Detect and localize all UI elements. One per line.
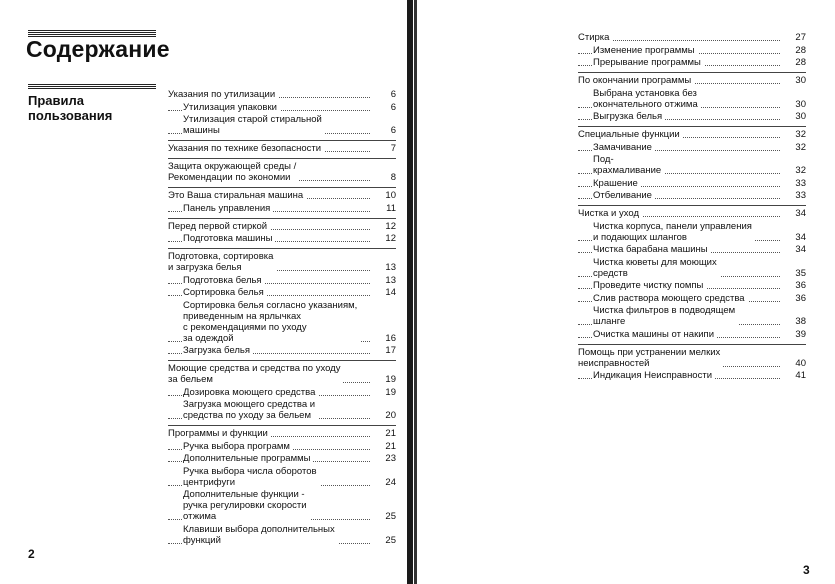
toc-entry [168, 190, 396, 201]
toc-entry-title: Чистка корпуса, панели управления и подающих шлангов [593, 221, 755, 243]
toc-group [578, 72, 806, 122]
toc-entry-title: Проведите чистку помпы [593, 280, 706, 291]
toc-group [578, 344, 806, 382]
toc-entry [168, 363, 396, 385]
toc-entry-page: 27 [784, 32, 806, 43]
toc-entry-page: 32 [784, 165, 806, 176]
toc-entry-page: 30 [784, 75, 806, 86]
toc-group [168, 158, 396, 183]
toc-entry-page: 13 [374, 275, 396, 286]
toc-entry-page: 40 [784, 358, 806, 369]
toc-entry-title: Слив раствора моющего средства [593, 293, 748, 304]
toc-entry-title: Очистка машины от накипи [593, 329, 717, 340]
toc-entry-page: 6 [374, 125, 396, 136]
toc-entry [168, 275, 396, 286]
toc-entry [578, 347, 806, 369]
toc-entry-page: 19 [374, 387, 396, 398]
toc-entry-title: Крашение [593, 178, 641, 189]
toc-entry-title: Клавиши выбора дополнительных функций [183, 524, 338, 546]
toc-group [168, 140, 396, 154]
toc-entry-title: Дополнительные программы [183, 453, 313, 464]
toc-entry-title: Утилизация упаковки [183, 102, 280, 113]
toc-entry-page: 36 [784, 280, 806, 291]
toc-group [578, 126, 806, 201]
toc-entry [168, 114, 396, 136]
toc-entry-page: 14 [374, 287, 396, 298]
toc-entry-title: Выбрана установка без окончательного отжима [593, 88, 701, 110]
toc-entry-page: 12 [374, 233, 396, 244]
toc-entry [578, 129, 806, 140]
page-number-left: 2 [28, 547, 35, 561]
toc-entry-title: Указания по технике безопасности [168, 143, 324, 154]
toc-entry-page: 25 [374, 511, 396, 522]
toc-entry-page: 21 [374, 428, 396, 439]
toc-entry-title: Дозировка моющего средства [183, 387, 318, 398]
toc-group [168, 248, 396, 356]
toc-entry-page: 12 [374, 221, 396, 232]
toc-entry [578, 293, 806, 304]
toc-entry-page: 25 [374, 535, 396, 546]
toc-entry-page: 39 [784, 329, 806, 340]
toc-entry-page: 6 [374, 102, 396, 113]
toc-entry-title: Сортировка белья согласно указаниям, приведенным на ярлычках с рекомендациями по уходу за одеждой [183, 300, 360, 344]
toc-entry-title: Это Ваша стиральная машина [168, 190, 306, 201]
toc-entry-page: 28 [784, 57, 806, 68]
toc-entry-title: Отбеливание [593, 190, 655, 201]
toc-entry [168, 428, 396, 439]
toc-right-column [578, 26, 806, 383]
toc-entry [168, 399, 396, 421]
toc-entry-page: 13 [374, 262, 396, 273]
toc-entry-page: 28 [784, 45, 806, 56]
toc-entry [578, 244, 806, 255]
toc-entry [168, 466, 396, 488]
toc-entry [578, 280, 806, 291]
toc-entry [578, 305, 806, 327]
toc-entry [168, 287, 396, 298]
page-gutter-edge [414, 0, 417, 584]
section-rule [28, 83, 156, 89]
toc-entry-title: Ручка выбора программ [183, 441, 293, 452]
toc-entry-title: Программы и функции [168, 428, 271, 439]
toc-entry-title: Дополнительные функции - ручка регулировки скорости отжима [183, 489, 310, 522]
toc-entry [168, 441, 396, 452]
toc-group [168, 218, 396, 245]
toc-entry-page: 16 [374, 333, 396, 344]
section-heading: Правила пользования [28, 93, 113, 123]
toc-entry-title: Прерывание программы [593, 57, 704, 68]
toc-group [168, 187, 396, 214]
toc-entry [168, 251, 396, 273]
toc-entry [578, 178, 806, 189]
toc-entry [168, 143, 396, 154]
toc-entry-page: 35 [784, 268, 806, 279]
toc-entry [168, 102, 396, 113]
toc-entry [168, 453, 396, 464]
toc-entry-title: Чистка кюветы для моющих средств [593, 257, 720, 279]
toc-entry [168, 89, 396, 100]
toc-entry-page: 11 [374, 203, 396, 214]
toc-entry-title: Подготовка, сортировка и загрузка белья [168, 251, 276, 273]
toc-left-column [168, 83, 396, 547]
toc-entry [578, 88, 806, 110]
toc-entry [168, 345, 396, 356]
toc-entry-title: Выгрузка белья [593, 111, 665, 122]
toc-entry-page: 36 [784, 293, 806, 304]
toc-entry [168, 524, 396, 546]
toc-entry-page: 41 [784, 370, 806, 381]
toc-entry-title: Замачивание [593, 142, 655, 153]
toc-entry-page: 33 [784, 178, 806, 189]
toc-entry-title: По окончании программы [578, 75, 694, 86]
toc-group [168, 87, 396, 136]
toc-entry [578, 257, 806, 279]
toc-entry [578, 370, 806, 381]
toc-entry-title: Указания по утилизации [168, 89, 278, 100]
toc-entry [578, 154, 806, 176]
toc-entry-page: 17 [374, 345, 396, 356]
toc-entry-title: Чистка барабана машины [593, 244, 711, 255]
toc-entry [168, 300, 396, 344]
toc-entry-title: Стирка [578, 32, 612, 43]
toc-entry-page: 33 [784, 190, 806, 201]
toc-entry-page: 21 [374, 441, 396, 452]
toc-entry-title: Помощь при устранении мелких неисправностей [578, 347, 723, 369]
toc-entry-title: Сортировка белья [183, 287, 267, 298]
toc-entry [578, 75, 806, 86]
toc-entry-title: Подготовка белья [183, 275, 265, 286]
toc-entry-page: 34 [784, 208, 806, 219]
toc-entry-page: 7 [374, 143, 396, 154]
toc-entry-title: Ручка выбора числа оборотов центрифуги [183, 466, 320, 488]
toc-entry [578, 32, 806, 43]
toc-entry-title: Утилизация старой стиральной машины [183, 114, 325, 136]
toc-entry [578, 221, 806, 243]
page-title: Содержание [26, 36, 170, 62]
toc-entry [168, 221, 396, 232]
toc-entry-title: Защита окружающей среды / Рекомендации по экономии [168, 161, 299, 183]
toc-group [578, 30, 806, 68]
toc-entry-title: Индикация Неисправности [593, 370, 715, 381]
toc-entry [578, 190, 806, 201]
toc-entry-page: 32 [784, 129, 806, 140]
toc-entry-page: 38 [784, 316, 806, 327]
toc-entry [168, 203, 396, 214]
page-number-right: 3 [803, 563, 810, 577]
toc-entry [578, 57, 806, 68]
page-gutter-shadow [407, 0, 413, 584]
toc-entry [168, 161, 396, 183]
toc-entry [578, 329, 806, 340]
toc-entry [168, 489, 396, 522]
toc-entry-title: Панель управления [183, 203, 273, 214]
toc-group [578, 205, 806, 340]
toc-entry [578, 142, 806, 153]
toc-entry-title: Перед первой стиркой [168, 221, 270, 232]
toc-entry-page: 19 [374, 374, 396, 385]
toc-entry-page: 10 [374, 190, 396, 201]
toc-entry-page: 34 [784, 232, 806, 243]
toc-entry-page: 6 [374, 89, 396, 100]
toc-entry-page: 24 [374, 477, 396, 488]
toc-entry-page: 30 [784, 111, 806, 122]
toc-entry-page: 32 [784, 142, 806, 153]
toc-entry [578, 111, 806, 122]
toc-entry-page: 8 [374, 172, 396, 183]
toc-entry [578, 208, 806, 219]
toc-entry [578, 45, 806, 56]
toc-entry [168, 233, 396, 244]
toc-group [168, 425, 396, 546]
toc-entry-title: Загрузка моющего средства и средства по уходу за бельем [183, 399, 318, 421]
toc-entry [168, 387, 396, 398]
toc-entry-page: 20 [374, 410, 396, 421]
toc-entry-title: Изменение программы [593, 45, 698, 56]
toc-entry-title: Загрузка белья [183, 345, 253, 356]
toc-entry-title: Чистка и уход [578, 208, 642, 219]
toc-entry-page: 30 [784, 99, 806, 110]
toc-entry-page: 23 [374, 453, 396, 464]
toc-entry-page: 34 [784, 244, 806, 255]
toc-entry-title: Подготовка машины [183, 233, 275, 244]
toc-entry-title: Специальные функции [578, 129, 683, 140]
toc-entry-title: Моющие средства и средства по уходу за бельем [168, 363, 343, 385]
toc-group [168, 360, 396, 421]
toc-entry-title: Чистка фильтров в подводящем шланге [593, 305, 738, 327]
toc-entry-title: Под- крахмаливание [593, 154, 664, 176]
